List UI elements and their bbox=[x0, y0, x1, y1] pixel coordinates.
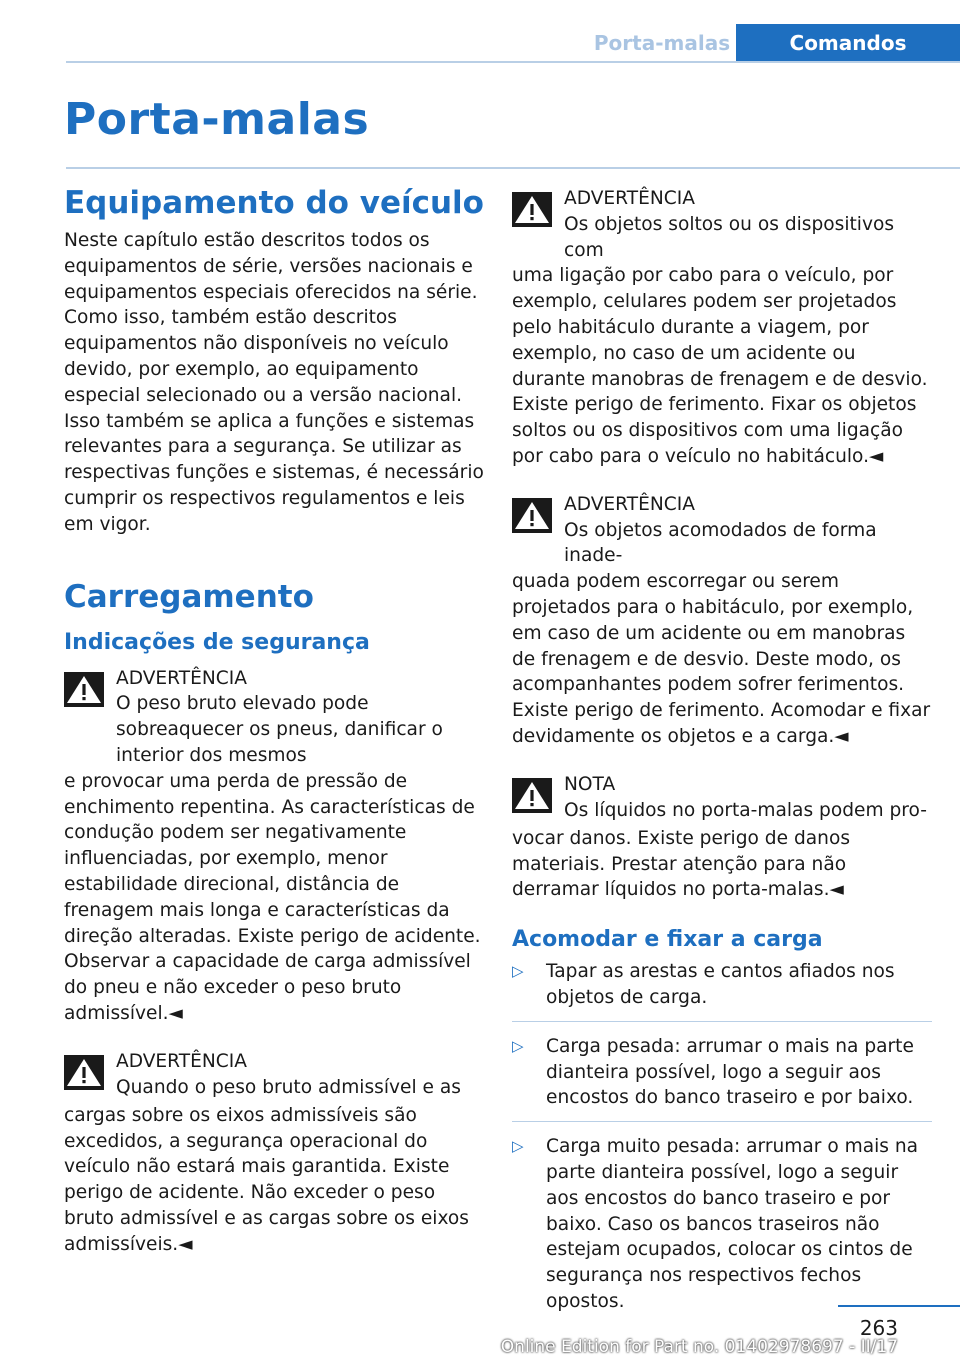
warning-block bbox=[64, 1049, 488, 1258]
warning-first-line: Quando o peso bruto admissível e as bbox=[116, 1076, 461, 1098]
title-rule bbox=[66, 167, 960, 169]
header-chapter-tab: Comandos bbox=[736, 24, 960, 63]
warning-triangle-icon bbox=[512, 498, 552, 533]
warning-block bbox=[512, 186, 932, 470]
warning-triangle-icon bbox=[64, 672, 104, 707]
list-item-text: Carga muito pesada: arrumar o mais na parte dianteira possível, logo a seguir aos encostos do banco traseiro e por baixo. Caso os bancos traseiros não estejam ocupados, colocar os cintos de segurança nos respectivos fechos opostos. bbox=[546, 1136, 919, 1312]
stow-heading: Acomodar e fixar a carga bbox=[512, 927, 823, 953]
safety-heading: Indicações de segurança bbox=[64, 629, 370, 655]
warning-first-line: Os objetos soltos ou os dispositivos com bbox=[564, 213, 895, 261]
note-label: NOTA bbox=[564, 773, 616, 795]
loading-heading: Carregamento bbox=[64, 578, 314, 615]
list-item bbox=[512, 1034, 932, 1122]
warning-text: cargas sobre os eixos admissíveis são excedidos, a segurança operacional do veículo não estará mais garantida. Existe perigo de acidente. Não exceder o peso bruto admissível e as cargas sobre os eixos admissíveis.◄ bbox=[64, 1104, 469, 1255]
warning-label: ADVERTÊNCIA bbox=[564, 188, 695, 209]
note-first-line: Os líquidos no porta-malas podem pro- bbox=[564, 799, 927, 821]
header-section-tab: Porta-malas bbox=[593, 31, 731, 55]
warning-label: ADVERTÊNCIA bbox=[564, 493, 695, 515]
bullet-arrow-icon: ▷ bbox=[512, 962, 524, 981]
warning-label: ADVERTÊNCIA bbox=[116, 667, 247, 689]
bullet-arrow-icon: ▷ bbox=[512, 1036, 524, 1055]
list-item-text: Tapar as arestas e cantos afiados nos objetos de carga. bbox=[546, 961, 895, 1008]
right-column bbox=[512, 186, 932, 1337]
warning-text: quada podem escorregar ou serem projetados para o habitáculo, por exemplo, em caso de um acidente ou em manobras de frenagem e de desvio. Deste modo, os acompanhantes podem sofrer ferimentos. Existe perigo de ferimento. Acomodar e fixar devidamente os objetos e a carga.◄ bbox=[512, 571, 931, 747]
stow-list bbox=[512, 959, 932, 1325]
warning-text: uma ligação por cabo para o veículo, por exemplo, celulares podem ser projetados pelo habitáculo durante a viagem, por exemplo, no caso de um acidente ou durante manobras de frenagem e de desvio. Existe perigo de ferimento. Fixar os objetos soltos ou os dispositivos com uma ligação por cabo para o veículo no habitáculo.◄ bbox=[512, 265, 928, 467]
warning-label: ADVERTÊNCIA bbox=[116, 1050, 247, 1072]
footer-rule bbox=[838, 1305, 960, 1307]
warning-block bbox=[512, 492, 932, 750]
note-text: vocar danos. Existe perigo de danos materiais. Prestar atenção para não derramar líquidos no porta-malas.◄ bbox=[512, 827, 851, 901]
left-column bbox=[64, 182, 488, 1280]
warning-triangle-icon bbox=[512, 778, 552, 813]
list-item bbox=[512, 1134, 932, 1325]
warning-first-line: O peso bruto elevado pode sobreaquecer os pneus, danificar o interior dos mesmos bbox=[116, 693, 443, 766]
page-title: Porta-malas bbox=[64, 94, 370, 145]
edition-watermark: Online Edition for Part no. 01402978697 - II/17 bbox=[500, 1337, 898, 1357]
list-item-text: Carga pesada: arrumar o mais na parte dianteira possível, logo a seguir aos encostos do banco traseiro e por baixo. bbox=[546, 1035, 914, 1109]
equipment-heading: Equipamento do veículo bbox=[64, 185, 484, 221]
warning-first-line: Os objetos acomodados de forma inade- bbox=[564, 519, 877, 567]
page-number: 263 bbox=[859, 1316, 898, 1340]
header-rule bbox=[66, 61, 960, 63]
equipment-text: Neste capítulo estão descritos todos os equipamentos de série, versões nacionais e equipamentos especiais oferecidos na série. Como isso, também estão descritos equipamentos não disponíveis no veículo devido, por exemplo, ao equipamento especial selecionado ou a versão nacional. Isso também se aplica a funções e sistemas relevantes para a segurança. Se utilizar as respectivas funções e sistemas, é necessário cumprir os respectivos regulamentos e leis em vigor. bbox=[64, 230, 484, 535]
bullet-arrow-icon: ▷ bbox=[512, 1137, 524, 1156]
warning-triangle-icon bbox=[512, 192, 552, 227]
warning-text: e provocar uma perda de pressão de enchimento repentina. As características de condução podem ser negativamente influenciadas, por exemplo, menor estabilidade direcional, distância de frenagem mais longa e características da direção alteradas. Existe perigo de acidente. Observar a capacidade de carga admissível do pneu e não exceder o peso bruto admissível.◄ bbox=[64, 770, 481, 1024]
warning-block bbox=[64, 666, 488, 1027]
warning-triangle-icon bbox=[64, 1055, 104, 1090]
list-item bbox=[512, 959, 932, 1022]
note-block bbox=[512, 772, 932, 903]
